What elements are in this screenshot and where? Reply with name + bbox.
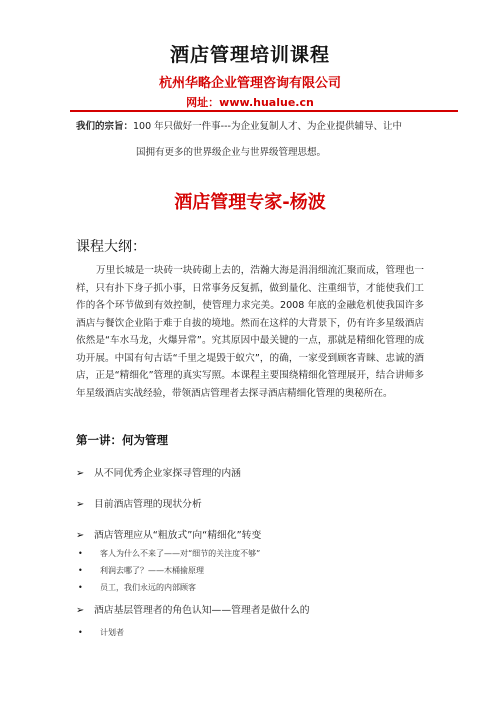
arrow-bullet-icon: ➢ [76, 530, 85, 541]
dot-bullet-icon: • [78, 549, 83, 558]
section-title: 第一讲：何为管理 [76, 433, 168, 447]
outline-heading: 课程大纲： [76, 239, 146, 255]
mission-statement [76, 120, 402, 134]
list-item [76, 496, 202, 510]
list-item-text: 酒店基层管理者的角色认知——管理者是做什么的 [94, 605, 310, 616]
list-item [76, 527, 261, 541]
sub-list-item-text: 员工，我们永远的内部顾客 [100, 583, 196, 592]
sub-list-item [78, 548, 260, 559]
sub-list-item-text: 计划者 [100, 628, 124, 637]
expert-heading: 酒店管理专家-杨波 [174, 192, 326, 213]
sub-list-item [78, 582, 196, 593]
sub-list-item [78, 565, 204, 576]
arrow-bullet-icon: ➢ [76, 499, 85, 510]
document-title: 酒店管理培训课程 [169, 44, 330, 66]
list-item [76, 602, 310, 616]
list-item-text: 从不同优秀企业家探寻管理的内涵 [94, 468, 241, 479]
mission-text-line2: 国拥有更多的世界级企业与世界级管理思想。 [136, 147, 327, 158]
sub-list-item [78, 627, 124, 638]
mission-label: 我们的宗旨： [76, 121, 134, 132]
sub-list-item-text: 利润去哪了？——木桶揄原理 [100, 566, 204, 575]
sub-list-item-text: 客人为什么不来了——对“细节的关注度不够” [100, 549, 261, 558]
dot-bullet-icon: • [78, 566, 83, 575]
arrow-bullet-icon: ➢ [76, 468, 85, 479]
mission-text-line1: 100 年只做好一件事---为企业复制人才、为企业提供辅导、让中 [133, 121, 402, 132]
intro-paragraph: 万里长城是一块砖一块砖砌上去的，浩瀚大海是涓涓细流汇聚而成，管理也一样，只有扑下身子抓小事，日常事务反复抓，做到量化、注重细节，才能使我们工作的各个环节做到有效控制，使管理力求完美。2008 年底的金融危机使我国许多酒店与餐饮企业陷于难于自拔的境地。然而在这样的大背景下，仍有许多星级酒店依然是“车水马龙，火爆异常”。究其原因中最关键的一点，那就是精细化管理的成功开展。中国有句古话“千里之堤毁于蚁穴”，的确，一家受到顾客青睐、忠诚的酒店，正是“精细化”管理的真实写照。本课程主要围绕精细化管理展开，结合讲师多年星级酒店实战经验，带领酒店管理者去探寻酒店精细化管理的奥秘所在。 [76, 265, 424, 399]
website-line: 网址：www.hualue.cn [186, 96, 314, 109]
header-divider [70, 110, 458, 112]
dot-bullet-icon: • [78, 628, 83, 637]
dot-bullet-icon: • [78, 583, 83, 592]
arrow-bullet-icon: ➢ [76, 605, 85, 616]
list-item-text: 酒店管理应从“粗放式”向“精细化”转变 [94, 530, 262, 541]
company-name: 杭州华略企业管理咨询有限公司 [158, 76, 341, 91]
list-item [76, 465, 241, 479]
list-item-text: 目前酒店管理的现状分析 [94, 499, 202, 510]
